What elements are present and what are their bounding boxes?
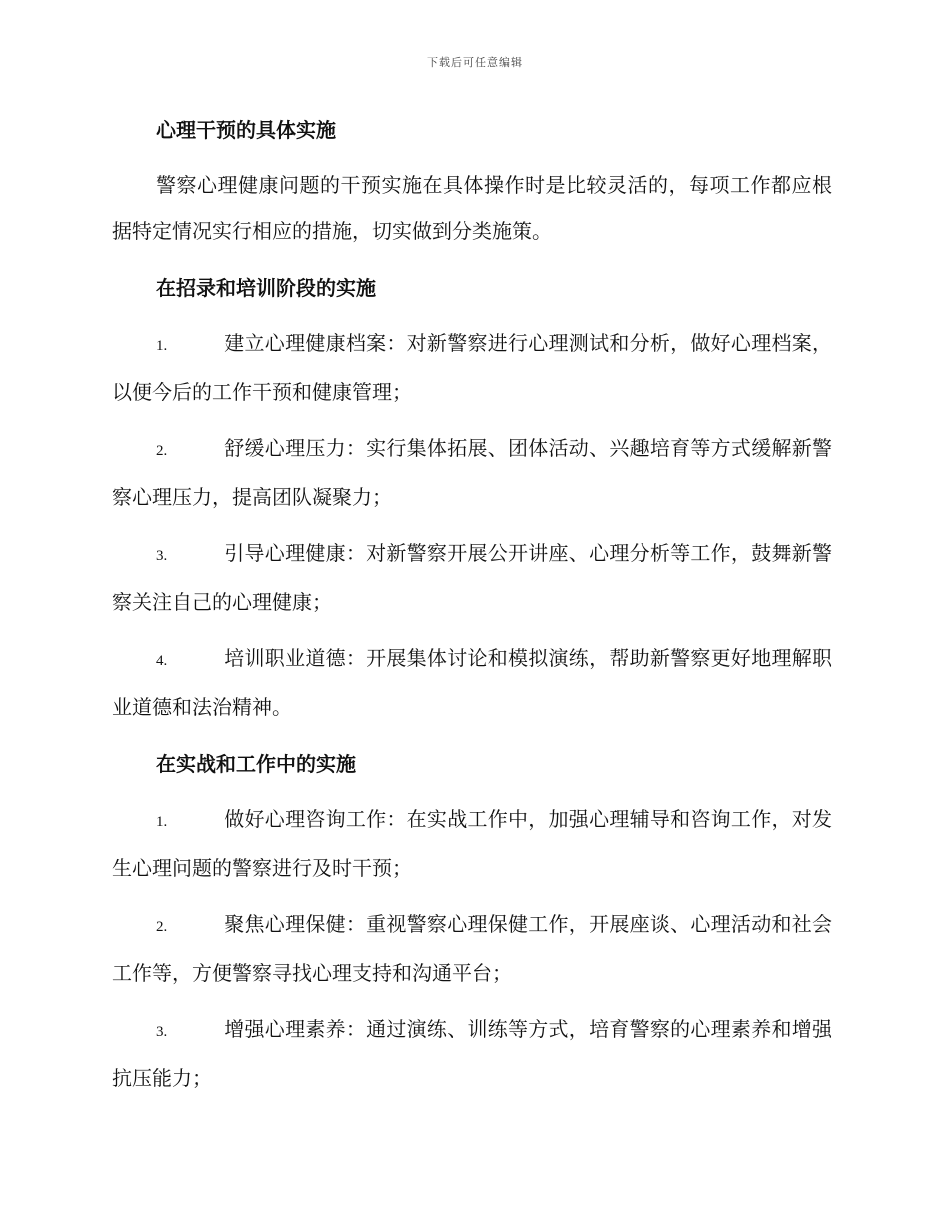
list-item-number: 1. (156, 338, 168, 354)
list-item-text: 培训职业道德：开展集体讨论和模拟演练，帮助新警察更好地理解职业道德和法治精神。 (112, 646, 832, 719)
list-item-text: 增强心理素养：通过演练、训练等方式，培育警察的心理素养和增强抗压能力； (112, 1017, 832, 1090)
list-item-text: 聚焦心理保健：重视警察心理保健工作，开展座谈、心理活动和社会工作等，方便警察寻找心理支持和沟通平台； (112, 912, 832, 985)
document-body (112, 106, 832, 1111)
list-item-number: 3. (156, 1024, 168, 1040)
section-heading: 心理干预的具体实施 (156, 118, 336, 142)
list-item (112, 635, 832, 730)
list-item (112, 901, 832, 996)
list-item-text: 舒缓心理压力：实行集体拓展、团体活动、兴趣培育等方式缓解新警察心理压力，提高团队凝聚力； (112, 436, 832, 509)
list-item-number: 3. (156, 548, 168, 564)
list-item-number: 1. (156, 814, 168, 830)
list-item-text: 引导心理健康：对新警察开展公开讲座、心理分析等工作，鼓舞新警察关注自己的心理健康； (112, 541, 832, 614)
section-heading: 在实战和工作中的实施 (156, 752, 356, 776)
list-item (112, 1006, 832, 1101)
list-item (112, 425, 832, 520)
list-item (112, 320, 832, 415)
list-item-text: 做好心理咨询工作：在实战工作中，加强心理辅导和咨询工作，对发生心理问题的警察进行及时干预； (112, 807, 832, 880)
list-item (112, 796, 832, 891)
section-heading: 在招录和培训阶段的实施 (156, 276, 376, 300)
list-item-number: 2. (156, 443, 168, 459)
list-item-number: 2. (156, 919, 168, 935)
page-header: 下载后可任意编辑 (427, 56, 523, 69)
list-item-text: 建立心理健康档案：对新警察进行心理测试和分析，做好心理档案，以便今后的工作干预和健康管理； (112, 331, 832, 404)
paragraph: 警察心理健康问题的干预实施在具体操作时是比较灵活的，每项工作都应根据特定情况实行相应的措施，切实做到分类施策。 (112, 173, 832, 243)
list-item-number: 4. (156, 653, 168, 669)
list-item (112, 530, 832, 625)
